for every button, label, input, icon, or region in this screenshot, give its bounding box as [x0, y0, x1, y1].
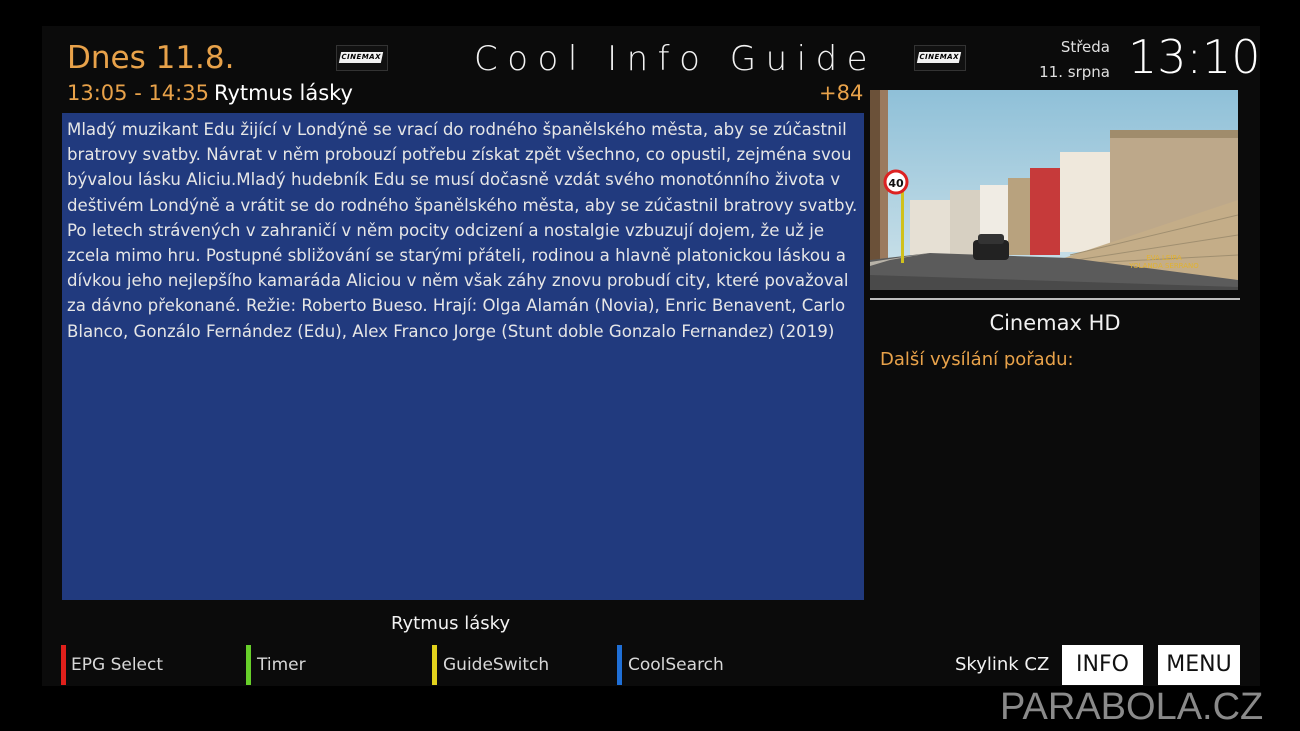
- next-airings-label: Další vysílání pořadu:: [880, 349, 1074, 370]
- channel-logo-left: [336, 45, 388, 71]
- header-date: Dnes 11.8.: [67, 40, 235, 76]
- guideswitch-button[interactable]: GuideSwitch: [443, 655, 550, 675]
- thumb-credit-1: EVA LEIRA: [1146, 254, 1182, 262]
- app-title: Cool Info Guide: [474, 39, 878, 79]
- coolsearch-button[interactable]: CoolSearch: [628, 655, 724, 675]
- epg-select-button[interactable]: EPG Select: [71, 655, 164, 675]
- remaining-minutes: +84: [819, 81, 864, 105]
- green-key-indicator: [246, 645, 251, 685]
- provider-name: Skylink CZ: [955, 654, 1050, 675]
- menu-button[interactable]: MENU: [1158, 645, 1240, 685]
- blue-key-indicator: [617, 645, 622, 685]
- red-key-indicator: [61, 645, 66, 685]
- side-divider: [870, 298, 1240, 300]
- channel-logo-right: [914, 45, 966, 71]
- info-button[interactable]: INFO: [1062, 645, 1143, 685]
- channel-name: Cinemax HD: [989, 311, 1121, 335]
- live-preview-thumbnail: [870, 90, 1238, 290]
- clock: 13:10: [1128, 30, 1261, 84]
- program-title: Rytmus lásky: [214, 81, 353, 105]
- channel-logo-text: CINEMAX: [918, 53, 960, 61]
- thumb-credit-2: YOLANDA SERRANO: [1129, 262, 1199, 270]
- street-scene-image: [870, 90, 1238, 290]
- watermark: PARABOLA.CZ: [1000, 686, 1264, 728]
- footer-current-title: Rytmus lásky: [391, 613, 511, 634]
- program-time: 13:05 - 14:35: [67, 81, 209, 105]
- timer-button[interactable]: Timer: [257, 655, 306, 675]
- channel-logo-text: CINEMAX: [340, 53, 382, 61]
- date-small: 11. srpna: [1039, 63, 1110, 81]
- program-description: Mladý muzikant Edu žijící v Londýně se vrací do rodného španělského města, aby se zúčastnil bratrovy svatby. Návrat v něm probouzí potřebu získat zpět všechno, co opustil, zejména svou bývalou lásku Aliciu.Mladý hudebník Edu se musí dočasně vzdát svého monotónního života v deštivém Londýně a vrátit se do rodného španělského města, aby se zúčastnil bratrovy svatby. Po letech strávených v zahraničí v něm pocity odcizení a nostalgie vzbuzují dojem, že už je zcela mimo hru. Postupné sbližování se starými přáteli, rodinou a hlavně platonickou láskou a dívkou jeho nejlepšího kamaráda Aliciou v něm však záhy znovu probudí city, které považoval za dávno překonané. Režie: Roberto Bueso. Hrají: Olga Alamán (Novia), Enric Benavent, Carlo Blanco, Gonzálo Fernández (Edu), Alex Franco Jorge (Stunt doble Gonzalo Fernandez) (2019): [67, 120, 858, 341]
- description-box[interactable]: [62, 113, 864, 600]
- weekday: Středa: [1060, 38, 1110, 56]
- yellow-key-indicator: [432, 645, 437, 685]
- speed-sign-number: 40: [888, 177, 904, 190]
